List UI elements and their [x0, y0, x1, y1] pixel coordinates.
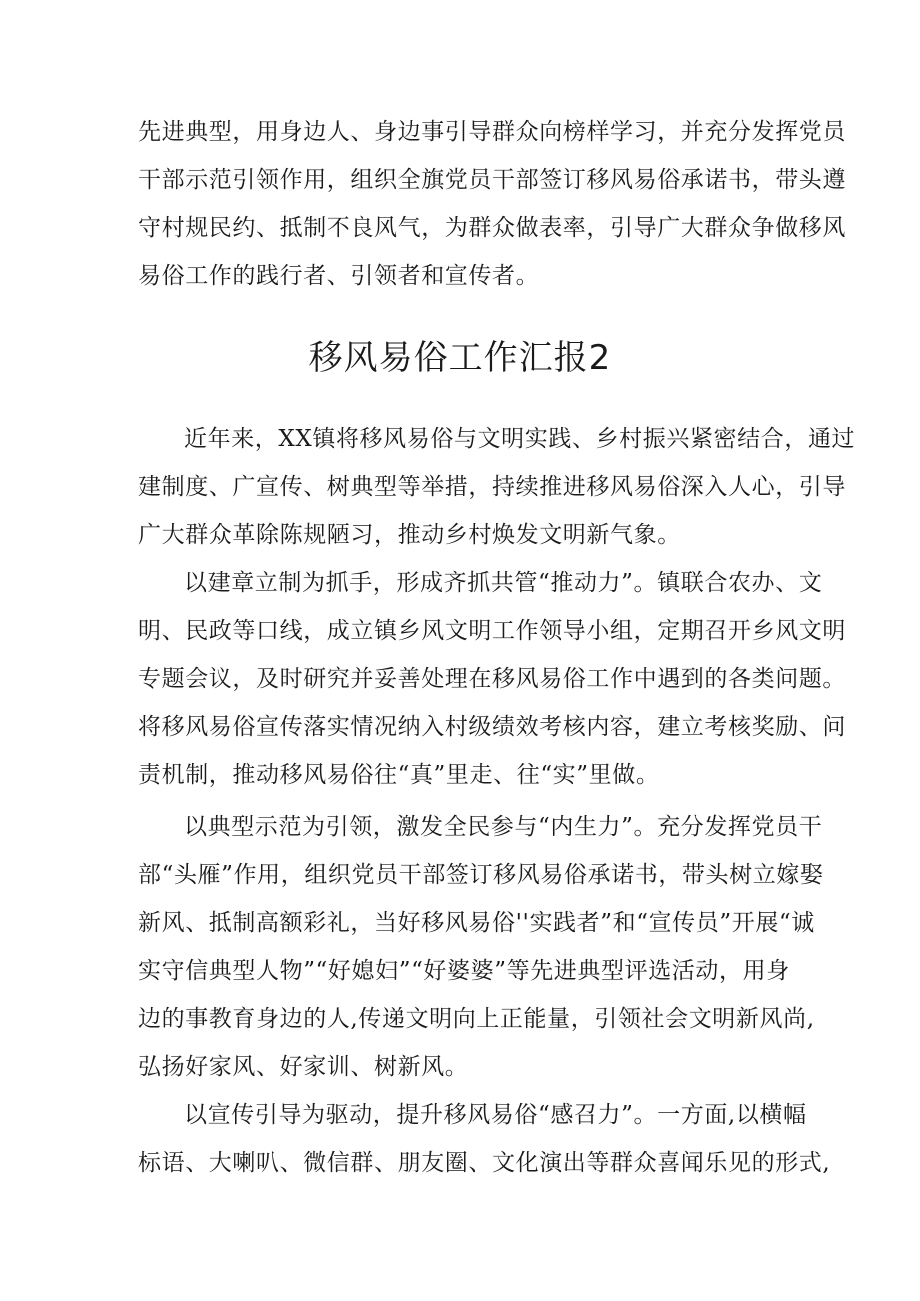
text-line: 明、民政等口线，成立镇乡风文明工作领导小组，定期召开乡风文明	[138, 618, 846, 644]
text-line: 以建章立制为抓手，形成齐抓共管“推动力”。镇联合农办、文	[184, 570, 823, 596]
text-line: 以典型示范为引领，激发全民参与“内生力”。充分发挥党员干	[184, 814, 823, 840]
text-line: 将移风易俗宣传落实情况纳入村级绩效考核内容，建立考核奖励、问	[138, 714, 846, 740]
text-line: 实守信典型人物”“好媳妇”“好婆婆”等先进典型评选活动，用身	[138, 958, 790, 984]
text-line: 标语、大喇叭、微信群、朋友圈、文化演出等群众喜闻乐见的形式,	[138, 1150, 831, 1176]
text-line: 易俗工作的践行者、引领者和宣传者。	[138, 263, 540, 289]
text-line: 专题会议，及时研究并妥善处理在移风易俗工作中遇到的各类问题。	[138, 666, 846, 692]
text-line: 新风、抵制高额彩礼，当好移风易俗''实践者”和“宣传员”开展“诚	[138, 910, 815, 936]
text-line: 广大群众革除陈规陋习，推动乡村焕发文明新气象。	[138, 522, 681, 548]
text-line: 责机制，推动移风易俗往“真”里走、往“实”里做。	[138, 762, 660, 788]
text-line: 弘扬好家风、好家训、树新风。	[138, 1054, 469, 1080]
text-line: 边的事教育身边的人,传递文明向上正能量，引领社会文明新风尚,	[138, 1006, 815, 1032]
text-line: 守村规民约、抵制不良风气，为群众做表率，引导广大群众争做移风	[138, 215, 846, 241]
text-line: 以宣传引导为驱动，提升移风易俗“感召力”。一方面,以横幅	[184, 1102, 807, 1128]
text-line: 建制度、广宣传、树典型等举措，持续推进移风易俗深入人心，引导	[138, 474, 846, 500]
text-line: 干部示范引领作用，组织全旗党员干部签订移风易俗承诺书，带头遵	[138, 167, 846, 193]
text-line: 近年来，XX镇将移风易俗与文明实践、乡村振兴紧密结合，通过	[184, 426, 856, 452]
document-title: 移风易俗工作汇报2	[308, 338, 612, 378]
text-line: 部“头雁”作用，组织党员干部签订移风易俗承诺书，带头树立嫁娶	[138, 862, 824, 888]
text-line: 先进典型，用身边人、身边事引导群众向榜样学习，并充分发挥党员	[138, 119, 846, 145]
